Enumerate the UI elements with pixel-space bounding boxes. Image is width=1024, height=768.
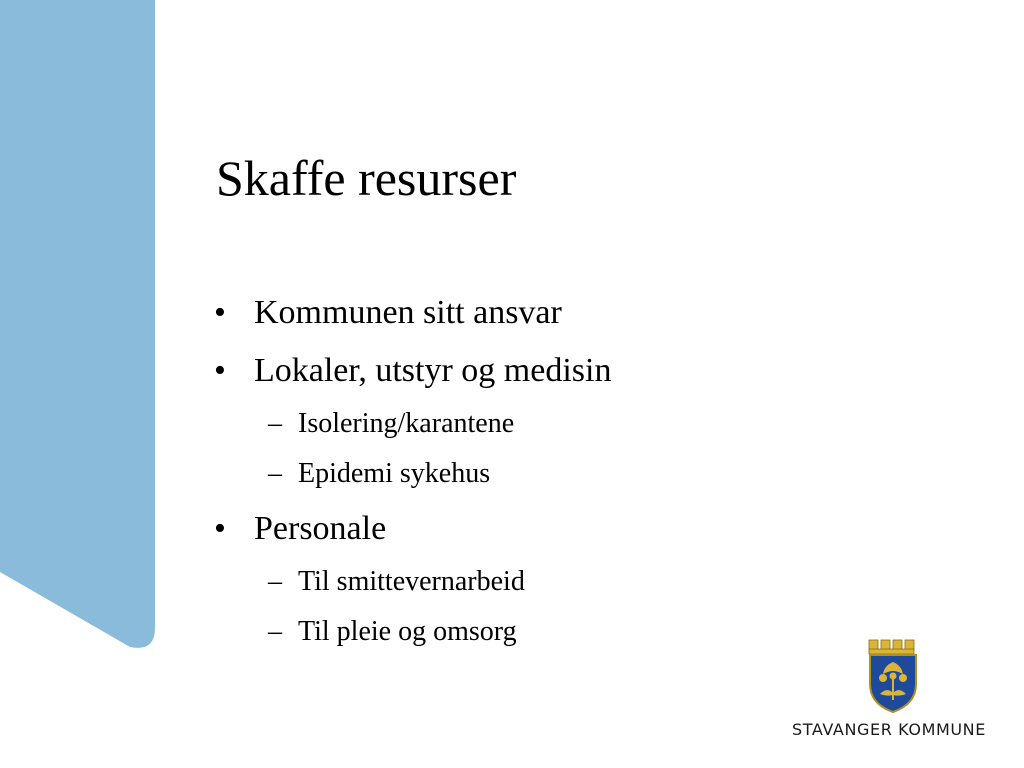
bullet-text: Kommunen sitt ansvar <box>254 294 562 331</box>
sub-bullet-text: Isolering/karantene <box>298 408 515 439</box>
stavanger-kommune-logo <box>790 638 1000 748</box>
sub-bullet-text: Epidemi sykehus <box>298 458 491 489</box>
bullet-marker: • <box>214 510 226 547</box>
sub-bullet-marker: – <box>268 408 282 439</box>
logo-wordmark: STAVANGER KOMMUNE <box>792 720 986 739</box>
coat-of-arms-icon <box>866 638 920 714</box>
bullet-marker: • <box>214 352 226 389</box>
bullet-text: Personale <box>254 510 387 547</box>
side-band-shape <box>0 0 155 648</box>
bullet-text: Lokaler, utstyr og medisin <box>254 352 612 389</box>
bullet-marker: • <box>214 294 226 331</box>
decorative-side-band <box>0 0 160 660</box>
sub-bullet-marker: – <box>268 458 282 489</box>
sub-bullet-marker: – <box>268 616 282 647</box>
slide-title: Skaffe resurser <box>216 150 517 206</box>
sub-bullet-marker: – <box>268 566 282 597</box>
sub-bullet-text: Til smittevernarbeid <box>298 566 525 597</box>
crest-crown <box>869 640 914 654</box>
sub-bullet-text: Til pleie og omsorg <box>298 616 517 647</box>
